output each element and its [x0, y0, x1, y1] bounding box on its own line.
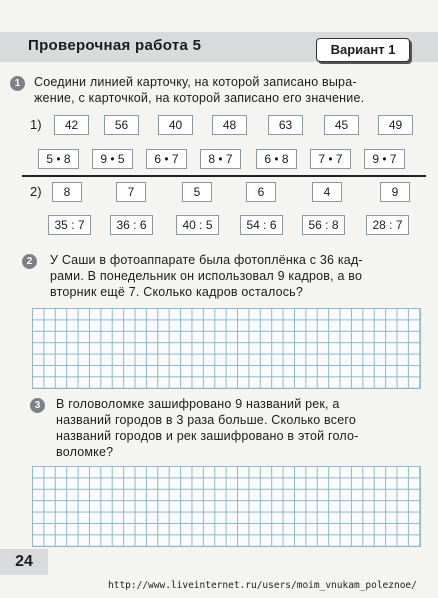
- expression-card[interactable]: 56 : 8: [302, 215, 345, 235]
- value-card[interactable]: 63: [268, 115, 303, 135]
- expression-card[interactable]: 9 • 7: [364, 149, 405, 169]
- task-number-1-icon: 1: [10, 76, 25, 91]
- expression-card[interactable]: 9 • 5: [92, 149, 133, 169]
- value-card[interactable]: 45: [324, 115, 359, 135]
- expression-card[interactable]: 40 : 5: [176, 215, 219, 235]
- task-2-line-1: У Саши в фотоаппарате была фотоплёнка с 36 кад-: [50, 253, 363, 267]
- row-divider: [22, 175, 426, 177]
- expression-card[interactable]: 28 : 7: [366, 215, 409, 235]
- task-3-line-4: воломке?: [56, 445, 114, 459]
- answer-grid-task-2[interactable]: [32, 308, 421, 389]
- value-card[interactable]: 9: [380, 182, 410, 202]
- value-card[interactable]: 56: [104, 115, 139, 135]
- expression-card[interactable]: 8 • 7: [200, 149, 241, 169]
- value-card[interactable]: 5: [182, 182, 212, 202]
- variant-badge: Вариант 1: [316, 38, 410, 62]
- task-number-3-icon: 3: [30, 398, 45, 413]
- page-title: Проверочная работа 5: [28, 37, 202, 54]
- expression-card[interactable]: 7 • 7: [310, 149, 351, 169]
- expression-card[interactable]: 5 • 8: [38, 149, 79, 169]
- value-card[interactable]: 49: [378, 115, 413, 135]
- source-url: http://www.liveinternet.ru/users/moim_vnukam_poleznoe/: [108, 580, 417, 591]
- row-1-label: 1): [30, 117, 42, 132]
- answer-grid-task-3[interactable]: [32, 466, 421, 547]
- value-card[interactable]: 40: [158, 115, 193, 135]
- task-1-line-1: Соедини линией карточку, на которой записано выра-: [34, 75, 357, 89]
- expression-card[interactable]: 54 : 6: [240, 215, 283, 235]
- page-number: 24: [0, 549, 48, 575]
- task-3-line-2: названий городов в 3 раза больше. Сколько всего: [56, 413, 356, 427]
- task-3-line-3: названий городов и рек зашифровано в этой голо-: [56, 429, 359, 443]
- value-card[interactable]: 48: [212, 115, 247, 135]
- value-card[interactable]: 42: [54, 115, 89, 135]
- row-2-label: 2): [30, 184, 42, 199]
- value-card[interactable]: 4: [312, 182, 342, 202]
- task-3-line-1: В головоломке зашифровано 9 названий рек, а: [56, 397, 340, 411]
- value-card[interactable]: 7: [116, 182, 146, 202]
- value-card[interactable]: 6: [246, 182, 276, 202]
- expression-card[interactable]: 6 • 8: [256, 149, 297, 169]
- value-card[interactable]: 8: [52, 182, 82, 202]
- task-number-2-icon: 2: [22, 254, 37, 269]
- task-2-line-3: вторник ещё 7. Сколько кадров осталось?: [50, 285, 304, 299]
- task-2-line-2: рами. В понедельник он использовал 9 кадров, а во: [50, 269, 363, 283]
- task-1-line-2: жение, с карточкой, на которой записано его значение.: [34, 91, 365, 105]
- expression-card[interactable]: 35 : 7: [48, 215, 91, 235]
- expression-card[interactable]: 6 • 7: [146, 149, 187, 169]
- expression-card[interactable]: 36 : 6: [110, 215, 153, 235]
